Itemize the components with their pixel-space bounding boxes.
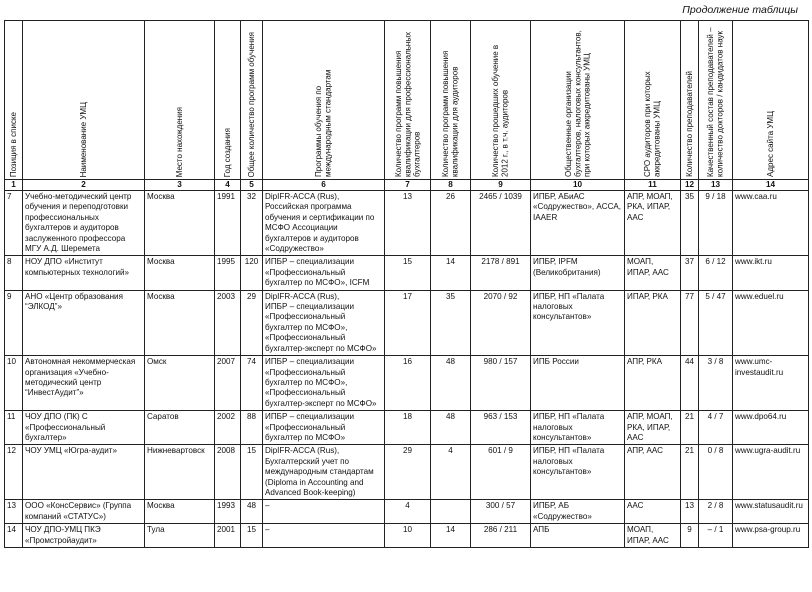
- cell-accountant-programs: 10: [385, 524, 431, 548]
- cell-name: ЧОУ УМЦ «Югра-аудит»: [23, 445, 145, 500]
- cell-doctors-candidates: 5 / 47: [699, 290, 733, 355]
- cell-intl-programs: ИПБР – специализации «Профессиональный бухгалтер по МСФО», ICFM: [263, 256, 385, 290]
- cell-teachers: 35: [681, 191, 699, 256]
- cell-public-orgs: ИПБР, АБиАС «Содружество», ACCA, IAAER: [531, 191, 625, 256]
- cell-auditor-programs: 48: [431, 411, 471, 445]
- table-row: [5, 356, 809, 411]
- column-number: 2: [23, 180, 145, 191]
- cell-position: 9: [5, 290, 23, 355]
- cell-intl-programs: DipIFR-ACCA (Rus), Российская программа обучения и сертификации по МСФО Ассоциации бухгалтеров и аудиторов «Содружество»: [263, 191, 385, 256]
- column-number: 11: [625, 180, 681, 191]
- cell-sro: МОАП, ИПАР, ААС: [625, 524, 681, 548]
- cell-trained-2012: 601 / 9: [471, 445, 531, 500]
- cell-website: www.umc-investaudit.ru: [733, 356, 809, 411]
- cell-auditor-programs: 48: [431, 356, 471, 411]
- cell-intl-programs: ИПБР – специализации «Профессиональный бухгалтер по МСФО»: [263, 411, 385, 445]
- cell-position: 14: [5, 524, 23, 548]
- table-row: [5, 290, 809, 355]
- cell-teachers: 21: [681, 445, 699, 500]
- cell-doctors-candidates: 0 / 8: [699, 445, 733, 500]
- cell-location: Москва: [145, 500, 215, 524]
- cell-doctors-candidates: 4 / 7: [699, 411, 733, 445]
- header-cell: СРО аудиторов при которых аккредитованы УМЦ: [625, 21, 681, 180]
- cell-location: Омск: [145, 356, 215, 411]
- cell-name: Автономная некоммерческая организация «Учебно-методический центр “ИнвестАудит”»: [23, 356, 145, 411]
- header-cell: Программы обучения по международным стандартам: [263, 21, 385, 180]
- cell-teachers: 77: [681, 290, 699, 355]
- cell-accountant-programs: 4: [385, 500, 431, 524]
- cell-doctors-candidates: 6 / 12: [699, 256, 733, 290]
- cell-programs-total: 32: [241, 191, 263, 256]
- cell-name: Учебно-методический центр обучения и переподготовки профессиональных бухгалтеров и аудиторов заслуженного профессора МГУ А.Д. Шеремета: [23, 191, 145, 256]
- header-cell: Качественный состав преподавателей – количество докторов / кандидатов наук: [699, 21, 733, 180]
- column-number: 1: [5, 180, 23, 191]
- column-number: 14: [733, 180, 809, 191]
- cell-intl-programs: DipIFR-ACCA (Rus), ИПБР – специализации «Профессиональный бухгалтер по МСФО», «Профессиональный бухгалтер-эксперт по МСФО»: [263, 290, 385, 355]
- cell-sro: ИПАР, РКА: [625, 290, 681, 355]
- cell-doctors-candidates: 2 / 8: [699, 500, 733, 524]
- cell-location: Тула: [145, 524, 215, 548]
- cell-doctors-candidates: 9 / 18: [699, 191, 733, 256]
- table-continuation-caption: Продолжение таблицы: [682, 4, 798, 16]
- cell-position: 12: [5, 445, 23, 500]
- cell-year: 1995: [215, 256, 241, 290]
- cell-website: www.ugra-audit.ru: [733, 445, 809, 500]
- training-centers-table: [4, 20, 809, 548]
- cell-sro: АПР, ААС: [625, 445, 681, 500]
- cell-sro: ААС: [625, 500, 681, 524]
- header-cell: Место нахождения: [145, 21, 215, 180]
- header-cell: Количество прошедших обучение в 2012 г., в т.ч. аудиторов: [471, 21, 531, 180]
- cell-teachers: 21: [681, 411, 699, 445]
- header-cell: Общественные организации бухгалтеров, налоговых консультантов, при которых аккредитованы УМЦ: [531, 21, 625, 180]
- cell-public-orgs: ИПБ России: [531, 356, 625, 411]
- cell-year: 2002: [215, 411, 241, 445]
- cell-intl-programs: ИПБР – специализации «Профессиональный бухгалтер по МСФО», «Профессиональный бухгалтер-эксперт по МСФО»: [263, 356, 385, 411]
- column-number: 7: [385, 180, 431, 191]
- column-number: 3: [145, 180, 215, 191]
- header-row: [5, 21, 809, 180]
- cell-location: Москва: [145, 256, 215, 290]
- header-cell: Общее количество программ обучения: [241, 21, 263, 180]
- cell-auditor-programs: 35: [431, 290, 471, 355]
- cell-intl-programs: DipIFR-ACCA (Rus), Бухгалтерский учет по международным стандартам (Diploma in Accounting and Advanced Book-keeping): [263, 445, 385, 500]
- column-number: 13: [699, 180, 733, 191]
- cell-trained-2012: 2178 / 891: [471, 256, 531, 290]
- header-cell: Количество программ повышения квалификации для профессиональных бухгалтеров: [385, 21, 431, 180]
- cell-programs-total: 29: [241, 290, 263, 355]
- cell-intl-programs: –: [263, 524, 385, 548]
- cell-website: www.psa-group.ru: [733, 524, 809, 548]
- cell-accountant-programs: 13: [385, 191, 431, 256]
- cell-trained-2012: 2070 / 92: [471, 290, 531, 355]
- cell-name: АНО «Центр образования “ЭЛКОД”»: [23, 290, 145, 355]
- header-cell: Количество преподавателей: [681, 21, 699, 180]
- cell-sro: АПР, МОАП, РКА, ИПАР, ААС: [625, 411, 681, 445]
- cell-year: 2007: [215, 356, 241, 411]
- cell-location: Москва: [145, 191, 215, 256]
- table-row: [5, 256, 809, 290]
- header-cell: Позиция в списке: [5, 21, 23, 180]
- cell-position: 13: [5, 500, 23, 524]
- cell-programs-total: 15: [241, 445, 263, 500]
- cell-doctors-candidates: 3 / 8: [699, 356, 733, 411]
- cell-trained-2012: 963 / 153: [471, 411, 531, 445]
- cell-trained-2012: 2465 / 1039: [471, 191, 531, 256]
- column-number: 6: [263, 180, 385, 191]
- table-row: [5, 191, 809, 256]
- cell-location: Москва: [145, 290, 215, 355]
- cell-doctors-candidates: – / 1: [699, 524, 733, 548]
- cell-name: ЧОУ ДПО-УМЦ ПКЭ «Промстройаудит»: [23, 524, 145, 548]
- cell-auditor-programs: 14: [431, 524, 471, 548]
- column-number-row: [5, 180, 809, 191]
- header-cell: Адрес сайта УМЦ: [733, 21, 809, 180]
- cell-accountant-programs: 29: [385, 445, 431, 500]
- column-number: 10: [531, 180, 625, 191]
- cell-accountant-programs: 17: [385, 290, 431, 355]
- cell-accountant-programs: 16: [385, 356, 431, 411]
- cell-programs-total: 48: [241, 500, 263, 524]
- cell-year: 1993: [215, 500, 241, 524]
- cell-year: 1991: [215, 191, 241, 256]
- cell-public-orgs: ИПБР, НП «Палата налоговых консультантов»: [531, 290, 625, 355]
- cell-website: www.statusaudit.ru: [733, 500, 809, 524]
- cell-public-orgs: АПБ: [531, 524, 625, 548]
- cell-year: 2003: [215, 290, 241, 355]
- cell-website: www.eduel.ru: [733, 290, 809, 355]
- cell-public-orgs: ИПБР, АБ «Содружество»: [531, 500, 625, 524]
- cell-position: 10: [5, 356, 23, 411]
- cell-auditor-programs: 26: [431, 191, 471, 256]
- column-number: 5: [241, 180, 263, 191]
- cell-website: www.ikt.ru: [733, 256, 809, 290]
- header-cell: Год создания: [215, 21, 241, 180]
- cell-website: www.caa.ru: [733, 191, 809, 256]
- header-cell: Наименование УМЦ: [23, 21, 145, 180]
- cell-teachers: 37: [681, 256, 699, 290]
- cell-position: 11: [5, 411, 23, 445]
- cell-auditor-programs: 14: [431, 256, 471, 290]
- cell-sro: АПР, МОАП, РКА, ИПАР, ААС: [625, 191, 681, 256]
- column-number: 12: [681, 180, 699, 191]
- cell-sro: АПР, РКА: [625, 356, 681, 411]
- cell-name: ООО «КонсСервис» (Группа компаний «СТАТУС»): [23, 500, 145, 524]
- cell-teachers: 13: [681, 500, 699, 524]
- cell-intl-programs: –: [263, 500, 385, 524]
- cell-teachers: 44: [681, 356, 699, 411]
- cell-year: 2001: [215, 524, 241, 548]
- cell-trained-2012: 286 / 211: [471, 524, 531, 548]
- cell-sro: МОАП, ИПАР, ААС: [625, 256, 681, 290]
- table-row: [5, 500, 809, 524]
- cell-public-orgs: ИПБР, НП «Палата налоговых консультантов»: [531, 445, 625, 500]
- cell-position: 8: [5, 256, 23, 290]
- cell-location: Саратов: [145, 411, 215, 445]
- cell-programs-total: 15: [241, 524, 263, 548]
- column-number: 9: [471, 180, 531, 191]
- cell-trained-2012: 980 / 157: [471, 356, 531, 411]
- table-row: [5, 411, 809, 445]
- cell-trained-2012: 300 / 57: [471, 500, 531, 524]
- cell-location: Нижневартовск: [145, 445, 215, 500]
- cell-public-orgs: ИПБР, IPFM (Великобритания): [531, 256, 625, 290]
- column-number: 8: [431, 180, 471, 191]
- table-row: [5, 524, 809, 548]
- cell-auditor-programs: 4: [431, 445, 471, 500]
- cell-name: ЧОУ ДПО (ПК) С «Профессиональный бухгалтер»: [23, 411, 145, 445]
- cell-year: 2008: [215, 445, 241, 500]
- cell-teachers: 9: [681, 524, 699, 548]
- column-number: 4: [215, 180, 241, 191]
- cell-auditor-programs: [431, 500, 471, 524]
- cell-programs-total: 74: [241, 356, 263, 411]
- cell-programs-total: 120: [241, 256, 263, 290]
- table-row: [5, 445, 809, 500]
- header-cell: Количество программ повышения квалификации для аудиторов: [431, 21, 471, 180]
- cell-position: 7: [5, 191, 23, 256]
- cell-programs-total: 88: [241, 411, 263, 445]
- cell-website: www.dpo64.ru: [733, 411, 809, 445]
- cell-accountant-programs: 15: [385, 256, 431, 290]
- cell-name: НОУ ДПО «Институт компьютерных технологий»: [23, 256, 145, 290]
- cell-accountant-programs: 18: [385, 411, 431, 445]
- cell-public-orgs: ИПБР, НП «Палата налоговых консультантов»: [531, 411, 625, 445]
